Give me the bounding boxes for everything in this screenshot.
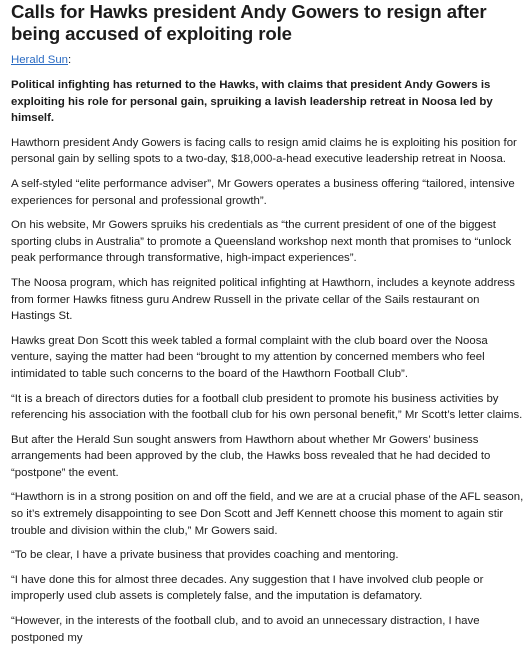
- article-paragraph-5: Hawks great Don Scott this week tabled a formal complaint with the club board over the Noosa venture, saying the matter had been “brought to my attention by concerned members who feel intimidated to table such concerns to the board of the Hawthorn Football Club”.: [11, 334, 488, 380]
- article-paragraph-7: But after the Herald Sun sought answers from Hawthorn about whether Mr Gowers’ business arrangements had been approved by the club, the Hawks boss revealed that he had decided to “postpone” the event.: [11, 433, 491, 479]
- article-paragraph-3: On his website, Mr Gowers spruiks his credentials as “the current president of one of the biggest sporting clubs in Australia” to promote a Queensland workshop next month that promises to “unlock peak performance through transformative, high-impact experiences”.: [11, 219, 512, 265]
- source-line: [11, 53, 525, 68]
- article-paragraph-2: A self-styled “elite performance adviser”, Mr Gowers operates a business offering “tailored, intensive experiences for personal and professional growth”.: [11, 177, 515, 207]
- article-paragraph-11: “However, in the interests of the football club, and to avoid an unnecessary distraction, I have postponed my: [11, 615, 480, 644]
- article: [11, 0, 525, 646]
- article-paragraph-6: “It is a breach of directors duties for a football club president to promote his business activities by referencing his association with the football club for his own personal benefit,” Mr Scott’s letter claims.: [11, 392, 523, 422]
- article-paragraph-4: The Noosa program, which has reignited political infighting at Hawthorn, includes a keynote address from former Hawks fitness guru Andrew Russell in the private cellar of the Sails restaurant on Hastings St.: [11, 276, 515, 323]
- article-paragraph-10: “I have done this for almost three decades. Any suggestion that I have involved club people or improperly used club assets is completely false, and the imputation is defamatory.: [11, 573, 484, 603]
- article-title: Calls for Hawks president Andy Gowers to resign after being accused of exploiting role: [11, 1, 487, 44]
- source-link[interactable]: Herald Sun: [11, 54, 68, 66]
- source-suffix: :: [68, 54, 72, 66]
- article-paragraph-8: “Hawthorn is in a strong position on and off the field, and we are at a crucial phase of the AFL season, so it’s extremely disappointing to see Don Scott and Jeff Kennett choose this moment to again stir trouble and division within the club,” Mr Gowers said.: [11, 491, 524, 537]
- article-paragraph-1: Hawthorn president Andy Gowers is facing calls to resign amid claims he is exploiting his position for personal gain by selling spots to a two-day, $18,000-a-head executive leadership retreat in Noosa.: [11, 136, 517, 166]
- article-lede: Political infighting has returned to the Hawks, with claims that president Andy Gowers is exploiting his role for personal gain, spruiking a lavish leadership retreat in Noosa led by himself.: [11, 79, 493, 125]
- article-paragraph-9: “To be clear, I have a private business that provides coaching and mentoring.: [11, 549, 399, 562]
